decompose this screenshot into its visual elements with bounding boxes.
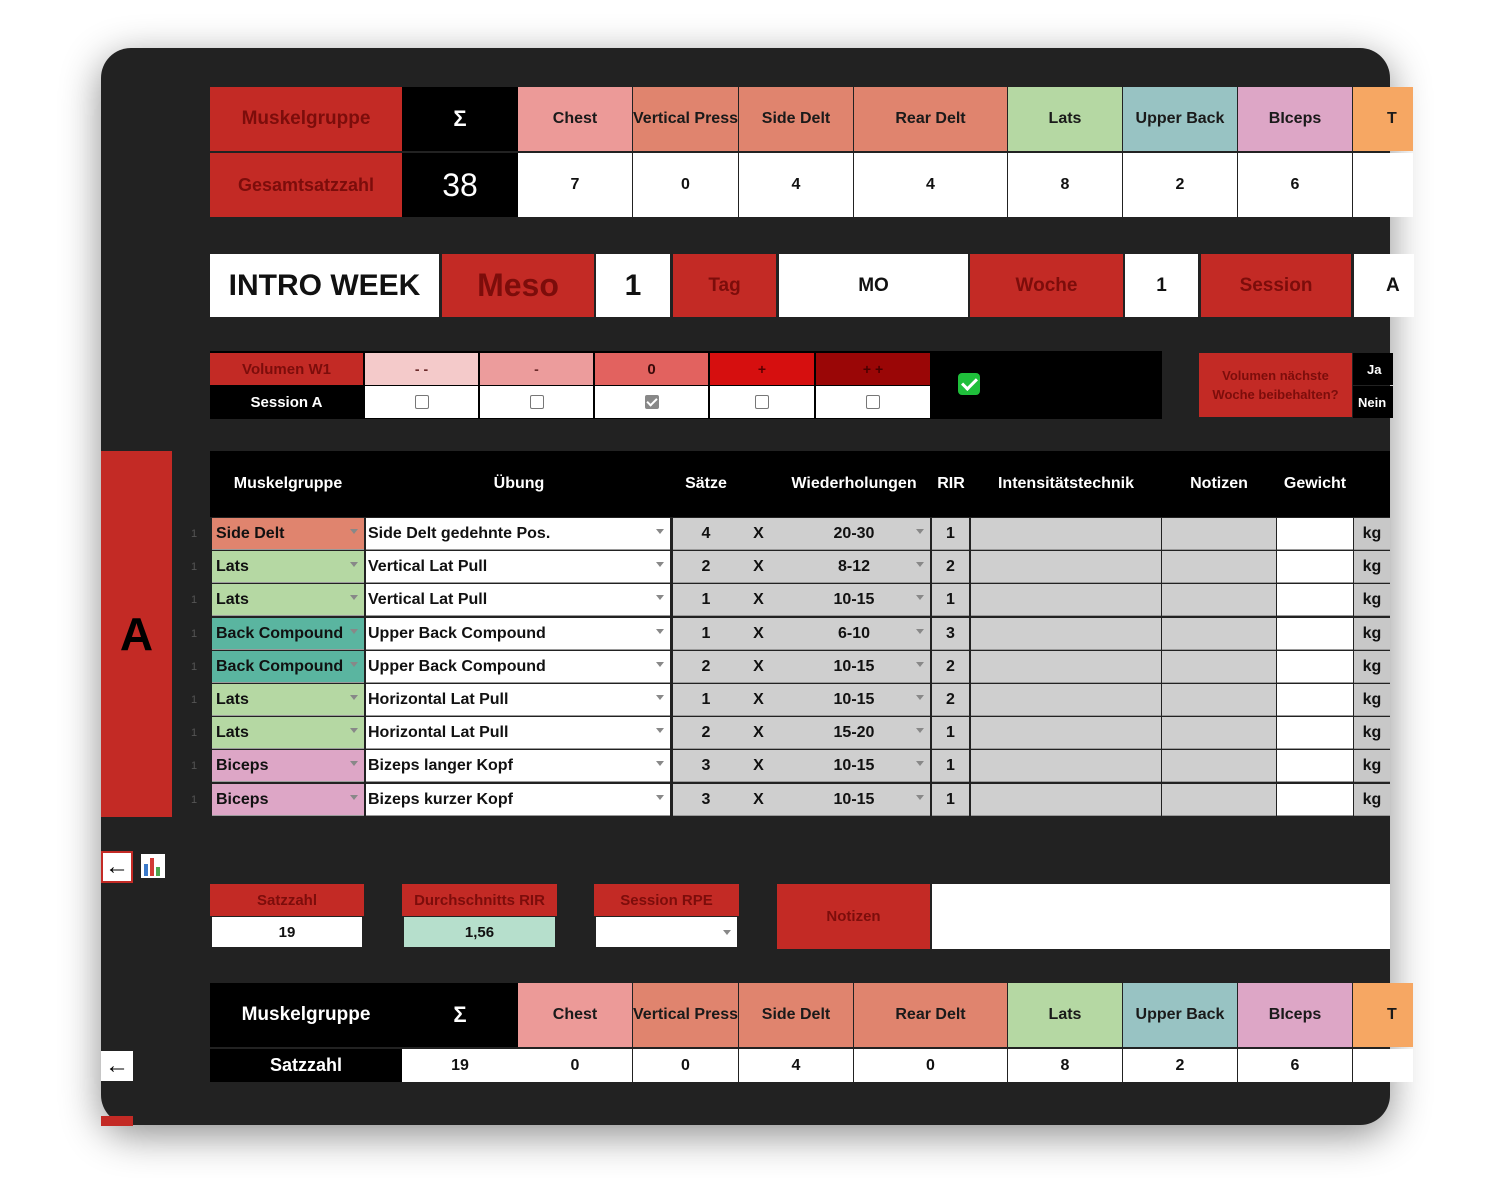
chevron-down-icon — [916, 695, 924, 700]
notes-cell[interactable] — [1162, 784, 1276, 816]
reps-select[interactable] — [778, 784, 930, 816]
weight-input[interactable] — [1277, 750, 1353, 782]
bottom-value-upper-back[interactable]: 2 — [1123, 1049, 1237, 1082]
exercise-value: Bizeps langer Kopf — [368, 756, 513, 774]
col-header-muscle: Muskelgruppe — [233, 475, 343, 492]
bottom-value-vertical-press[interactable]: 0 — [633, 1049, 738, 1082]
bottom-group-side-delt: Side Delt — [739, 983, 853, 1047]
exercise-select[interactable] — [366, 551, 670, 583]
tag-label — [673, 254, 776, 317]
exercise-value: Horizontal Lat Pull — [368, 690, 509, 708]
reps-select[interactable] — [778, 750, 930, 782]
chevron-down-icon — [916, 761, 924, 766]
chevron-down-icon — [656, 595, 664, 600]
chevron-down-icon — [350, 761, 358, 766]
summary-value-biceps[interactable]: 6 — [1238, 153, 1352, 217]
col-header-weight: Gewicht — [1283, 475, 1347, 492]
bottom-group-lats: Lats — [1008, 983, 1122, 1047]
summary-group-upper-back: Upper Back — [1123, 87, 1237, 151]
chevron-down-icon — [656, 562, 664, 567]
technique-cell[interactable] — [971, 551, 1161, 583]
chevron-down-icon — [656, 629, 664, 634]
bottom-value-lats[interactable]: 8 — [1008, 1049, 1122, 1082]
x-separator: X — [739, 784, 778, 816]
chevron-down-icon — [656, 761, 664, 766]
muscle-value: Biceps — [216, 756, 269, 774]
summary-value-chest[interactable]: 7 — [518, 153, 632, 217]
volume-checkbox-4[interactable] — [755, 395, 769, 409]
weight-input[interactable] — [1277, 551, 1353, 583]
bottom-value-side-delt[interactable]: 4 — [739, 1049, 853, 1082]
chevron-down-icon — [350, 529, 358, 534]
summary-value-next[interactable] — [1353, 153, 1413, 217]
muscle-value: Back Compound — [216, 624, 344, 642]
reps-value: 10-15 — [833, 657, 875, 675]
bottom-value-rear-delt[interactable]: 0 — [854, 1049, 1007, 1082]
chevron-down-icon — [656, 695, 664, 700]
summary-muscle-label-text: Muskelgruppe — [241, 108, 371, 129]
woche-value[interactable]: 1 — [1125, 254, 1198, 317]
stats-notes-label-text: Notizen — [826, 908, 881, 925]
summary-value-upper-back[interactable]: 2 — [1123, 153, 1237, 217]
reps-value: 8-12 — [837, 557, 871, 575]
summary-sigma: Σ — [402, 87, 518, 151]
weight-unit: kg — [1354, 750, 1390, 782]
keep-volume-label-text: Volumen nächste Woche beibehalten? — [1212, 368, 1339, 402]
reps-select[interactable] — [778, 717, 930, 749]
back-arrow-icon[interactable]: ← — [101, 851, 133, 883]
chart-icon[interactable] — [141, 854, 165, 878]
weight-input[interactable] — [1277, 717, 1353, 749]
summary-group-biceps: BIceps — [1238, 87, 1352, 151]
table-row — [190, 518, 1390, 551]
table-row — [190, 618, 1390, 651]
exercise-select[interactable] — [366, 784, 670, 816]
tag-label-text: Tag — [708, 274, 741, 296]
chevron-down-icon — [723, 930, 731, 935]
weight-unit: kg — [1354, 784, 1390, 816]
sets-cell[interactable]: 2 — [673, 551, 739, 583]
sets-cell[interactable]: 3 — [673, 784, 739, 816]
x-separator: X — [739, 750, 778, 782]
chart-icon-svg — [141, 854, 165, 878]
muscle-select[interactable] — [212, 584, 364, 616]
col-header-notes: Notizen — [1190, 475, 1248, 492]
weight-unit: kg — [1354, 518, 1390, 550]
bottom-group-upper-back: Upper Back — [1123, 983, 1237, 1047]
table-row — [190, 784, 1390, 817]
reps-select[interactable] — [778, 551, 930, 583]
technique-cell[interactable] — [971, 784, 1161, 816]
x-separator: X — [739, 551, 778, 583]
table-row — [190, 584, 1390, 617]
weight-unit: kg — [1354, 651, 1390, 683]
stats-notes-field[interactable] — [932, 884, 1390, 949]
sets-cell[interactable]: 3 — [673, 750, 739, 782]
stats-avg-rir-value[interactable]: 1,56 — [404, 917, 555, 947]
reps-value: 10-15 — [833, 756, 875, 774]
x-separator: X — [739, 518, 778, 550]
keep-volume-label — [1199, 353, 1352, 417]
muscle-select[interactable] — [212, 684, 364, 716]
notes-cell[interactable] — [1162, 750, 1276, 782]
sets-cell[interactable]: 1 — [673, 584, 739, 616]
week-name[interactable]: INTRO WEEK — [210, 254, 439, 317]
volume-option-minus: - — [480, 353, 593, 385]
summary-value-lats[interactable]: 8 — [1008, 153, 1122, 217]
summary-group-vertical-press: Vertical Press — [633, 87, 738, 151]
row-marker: 1 — [190, 661, 198, 673]
row-marker: 1 — [190, 561, 198, 573]
bottom-summary-total[interactable]: 19 — [402, 1049, 518, 1082]
notes-cell[interactable] — [1162, 518, 1276, 550]
col-header-exercise: Übung — [493, 475, 545, 492]
stats-sets-label — [210, 884, 364, 916]
rir-cell[interactable]: 1 — [932, 784, 969, 816]
technique-cell[interactable] — [971, 717, 1161, 749]
reps-value: 6-10 — [837, 624, 871, 642]
volume-checkbox-1[interactable] — [415, 395, 429, 409]
sets-cell[interactable]: 1 — [673, 684, 739, 716]
tag-value[interactable]: MO — [779, 254, 968, 317]
exercise-select[interactable] — [366, 717, 670, 749]
reps-select[interactable] — [778, 651, 930, 683]
technique-cell[interactable] — [971, 584, 1161, 616]
muscle-value: Lats — [216, 557, 249, 575]
meso-label-text: Meso — [477, 267, 559, 303]
table-row — [190, 750, 1390, 783]
muscle-select[interactable] — [212, 618, 364, 650]
exercise-select[interactable] — [366, 750, 670, 782]
volume-checkbox-cell-4 — [710, 386, 814, 418]
weight-input[interactable] — [1277, 518, 1353, 550]
chevron-down-icon — [350, 595, 358, 600]
x-separator: X — [739, 618, 778, 650]
chevron-down-icon — [916, 595, 924, 600]
muscle-value: Biceps — [216, 790, 269, 808]
notes-cell[interactable] — [1162, 717, 1276, 749]
stats-sets-value[interactable]: 19 — [212, 917, 362, 947]
chevron-down-icon — [916, 529, 924, 534]
notes-cell[interactable] — [1162, 584, 1276, 616]
exercise-value: Vertical Lat Pull — [368, 557, 488, 575]
row-marker: 1 — [190, 694, 198, 706]
summary-group-side-delt: Side Delt — [739, 87, 853, 151]
reps-value: 10-15 — [833, 690, 875, 708]
technique-cell[interactable] — [971, 618, 1161, 650]
bottom-value-next[interactable] — [1353, 1049, 1413, 1082]
stats-avg-rir-label — [402, 884, 557, 916]
chevron-down-icon — [916, 562, 924, 567]
bottom-group-biceps: BIceps — [1238, 983, 1352, 1047]
rir-cell[interactable]: 1 — [932, 518, 969, 550]
col-header-rir: RIR — [937, 475, 965, 492]
stats-avg-rir-label-text: Durchschnitts RIR — [414, 891, 545, 909]
weight-input[interactable] — [1277, 684, 1353, 716]
weight-unit: kg — [1354, 684, 1390, 716]
volume-checkbox-cell-3 — [595, 386, 708, 418]
technique-cell[interactable] — [971, 684, 1161, 716]
weight-input[interactable] — [1277, 618, 1353, 650]
stats-rpe-label-text: Session RPE — [620, 891, 713, 909]
weight-unit: kg — [1354, 551, 1390, 583]
exercise-value: Side Delt gedehnte Pos. — [368, 524, 551, 542]
bottom-summary-sigma: Σ — [402, 983, 518, 1047]
muscle-select[interactable] — [212, 784, 364, 816]
notes-cell[interactable] — [1162, 618, 1276, 650]
rir-cell[interactable]: 1 — [932, 750, 969, 782]
exercise-value: Bizeps kurzer Kopf — [368, 790, 513, 808]
check-mark-icon — [958, 373, 980, 395]
table-row — [190, 651, 1390, 684]
reps-select[interactable] — [778, 684, 930, 716]
volume-checkbox-cell-2 — [480, 386, 593, 418]
chevron-down-icon — [916, 795, 924, 800]
spreadsheet-window — [101, 48, 1400, 1125]
stats-notes-label — [777, 884, 930, 949]
volume-checkbox-5[interactable] — [866, 395, 880, 409]
session-label-text: Session — [1239, 274, 1313, 296]
exercise-value: Upper Back Compound — [368, 624, 546, 642]
notes-cell[interactable] — [1162, 684, 1276, 716]
muscle-select[interactable] — [212, 518, 364, 550]
x-separator: X — [739, 717, 778, 749]
chevron-down-icon — [656, 728, 664, 733]
weight-input[interactable] — [1277, 784, 1353, 816]
reps-value: 15-20 — [833, 723, 875, 741]
exercise-value: Upper Back Compound — [368, 657, 546, 675]
woche-label-text: Woche — [1015, 274, 1078, 296]
table-row — [190, 551, 1390, 584]
col-header-reps: Wiederholungen — [791, 475, 917, 492]
summary-value-side-delt[interactable]: 4 — [739, 153, 853, 217]
summary-value-vertical-press[interactable]: 0 — [633, 153, 738, 217]
col-header-technique: Intensitätstechnik — [997, 475, 1135, 492]
reps-value: 20-30 — [833, 524, 875, 542]
row-marker: 1 — [190, 794, 198, 806]
chevron-down-icon — [350, 629, 358, 634]
technique-cell[interactable] — [971, 750, 1161, 782]
exercise-value: Vertical Lat Pull — [368, 590, 488, 608]
summary-value-rear-delt[interactable]: 4 — [854, 153, 1007, 217]
technique-cell[interactable] — [971, 651, 1161, 683]
stats-sets-label-text: Satzzahl — [256, 891, 317, 909]
row-marker: 1 — [190, 594, 198, 606]
summary-total-label — [210, 153, 402, 217]
table-row — [190, 684, 1390, 717]
x-separator: X — [739, 651, 778, 683]
chevron-down-icon — [350, 562, 358, 567]
row-marker: 1 — [190, 760, 198, 772]
reps-select[interactable] — [778, 618, 930, 650]
row-marker: 1 — [190, 727, 198, 739]
table-row — [190, 717, 1390, 750]
bottom-value-biceps[interactable]: 6 — [1238, 1049, 1352, 1082]
bottom-summary-sets-label: Satzzahl — [210, 1049, 402, 1082]
woche-label — [970, 254, 1123, 317]
bottom-group-next: T — [1353, 983, 1413, 1047]
muscle-value: Lats — [216, 590, 249, 608]
summary-muscle-label — [210, 87, 402, 151]
muscle-value: Lats — [216, 723, 249, 741]
chevron-down-icon — [916, 629, 924, 634]
chevron-down-icon — [656, 662, 664, 667]
chevron-down-icon — [656, 795, 664, 800]
rir-cell[interactable]: 1 — [932, 584, 969, 616]
weight-unit: kg — [1354, 584, 1390, 616]
weight-input[interactable] — [1277, 584, 1353, 616]
muscle-value: Side Delt — [216, 524, 285, 542]
summary-total-value[interactable]: 38 — [402, 153, 518, 217]
volume-session-label: Session A — [210, 386, 363, 418]
volume-checkbox-3-checked[interactable] — [645, 395, 659, 409]
keep-volume-no[interactable]: Nein — [1353, 386, 1393, 418]
session-letter: A — [101, 451, 172, 817]
stats-rpe-select[interactable] — [596, 917, 737, 947]
bottom-back-arrow-icon[interactable]: ← — [101, 1051, 133, 1081]
reps-value: 10-15 — [833, 790, 875, 808]
bottom-group-rear-delt: Rear Delt — [854, 983, 1007, 1047]
muscle-value: Back Compound — [216, 657, 344, 675]
summary-total-label-text: Gesamtsatzzahl — [237, 174, 375, 195]
rir-cell[interactable]: 2 — [932, 684, 969, 716]
exercise-select[interactable] — [366, 684, 670, 716]
row-marker: 1 — [190, 528, 198, 540]
sets-cell[interactable]: 2 — [673, 651, 739, 683]
muscle-select[interactable] — [212, 717, 364, 749]
sets-cell[interactable]: 1 — [673, 618, 739, 650]
x-separator: X — [739, 684, 778, 716]
exercise-value: Horizontal Lat Pull — [368, 723, 509, 741]
volume-checkbox-cell-1 — [365, 386, 478, 418]
volume-label — [210, 353, 363, 385]
technique-cell[interactable] — [971, 518, 1161, 550]
chevron-down-icon — [350, 728, 358, 733]
reps-value: 10-15 — [833, 590, 875, 608]
summary-group-lats: Lats — [1008, 87, 1122, 151]
volume-checkbox-cell-5 — [816, 386, 930, 418]
stats-rpe-label — [594, 884, 739, 916]
chevron-down-icon — [350, 662, 358, 667]
bottom-group-chest: Chest — [518, 983, 632, 1047]
summary-group-next: T — [1353, 87, 1413, 151]
muscle-select[interactable] — [212, 551, 364, 583]
volume-option-minus-minus: - - — [365, 353, 478, 385]
sets-cell[interactable]: 2 — [673, 717, 739, 749]
volume-checkbox-2[interactable] — [530, 395, 544, 409]
chevron-down-icon — [656, 529, 664, 534]
muscle-select[interactable] — [212, 651, 364, 683]
summary-group-chest: Chest — [518, 87, 632, 151]
reps-select[interactable] — [778, 518, 930, 550]
meso-value[interactable]: 1 — [596, 254, 670, 317]
row-marker: 1 — [190, 628, 198, 640]
session-label — [1201, 254, 1351, 317]
session-value[interactable]: A — [1354, 254, 1414, 317]
exercise-select[interactable] — [366, 584, 670, 616]
exercise-select[interactable] — [366, 518, 670, 550]
weight-input[interactable] — [1277, 651, 1353, 683]
muscle-select[interactable] — [212, 750, 364, 782]
volume-option-plus: + — [710, 353, 814, 385]
rir-cell[interactable]: 2 — [932, 651, 969, 683]
chevron-down-icon — [916, 662, 924, 667]
muscle-value: Lats — [216, 690, 249, 708]
weight-unit: kg — [1354, 618, 1390, 650]
rir-cell[interactable]: 2 — [932, 551, 969, 583]
volume-option-plus-plus: + + — [816, 353, 930, 385]
volume-option-zero: 0 — [595, 353, 708, 385]
volume-label-text: Volumen W1 — [242, 360, 331, 378]
bottom-summary-muscle-label: Muskelgruppe — [210, 983, 402, 1047]
chevron-down-icon — [350, 695, 358, 700]
exercise-select[interactable] — [366, 651, 670, 683]
reps-select[interactable] — [778, 584, 930, 616]
col-header-sets: Sätze — [685, 475, 727, 492]
notes-cell[interactable] — [1162, 651, 1276, 683]
exercise-select[interactable] — [366, 618, 670, 650]
meso-label — [442, 254, 594, 317]
x-separator: X — [739, 584, 778, 616]
summary-group-rear-delt: Rear Delt — [854, 87, 1007, 151]
bottom-group-vertical-press: Vertical Press — [633, 983, 738, 1047]
weight-unit: kg — [1354, 717, 1390, 749]
chevron-down-icon — [350, 795, 358, 800]
bottom-value-chest[interactable]: 0 — [518, 1049, 632, 1082]
chevron-down-icon — [916, 728, 924, 733]
sets-cell[interactable]: 4 — [673, 518, 739, 550]
notes-cell[interactable] — [1162, 551, 1276, 583]
bottom-red-marker — [101, 1116, 133, 1126]
rir-cell[interactable]: 3 — [932, 618, 969, 650]
keep-volume-yes[interactable]: Ja — [1353, 353, 1393, 385]
rir-cell[interactable]: 1 — [932, 717, 969, 749]
